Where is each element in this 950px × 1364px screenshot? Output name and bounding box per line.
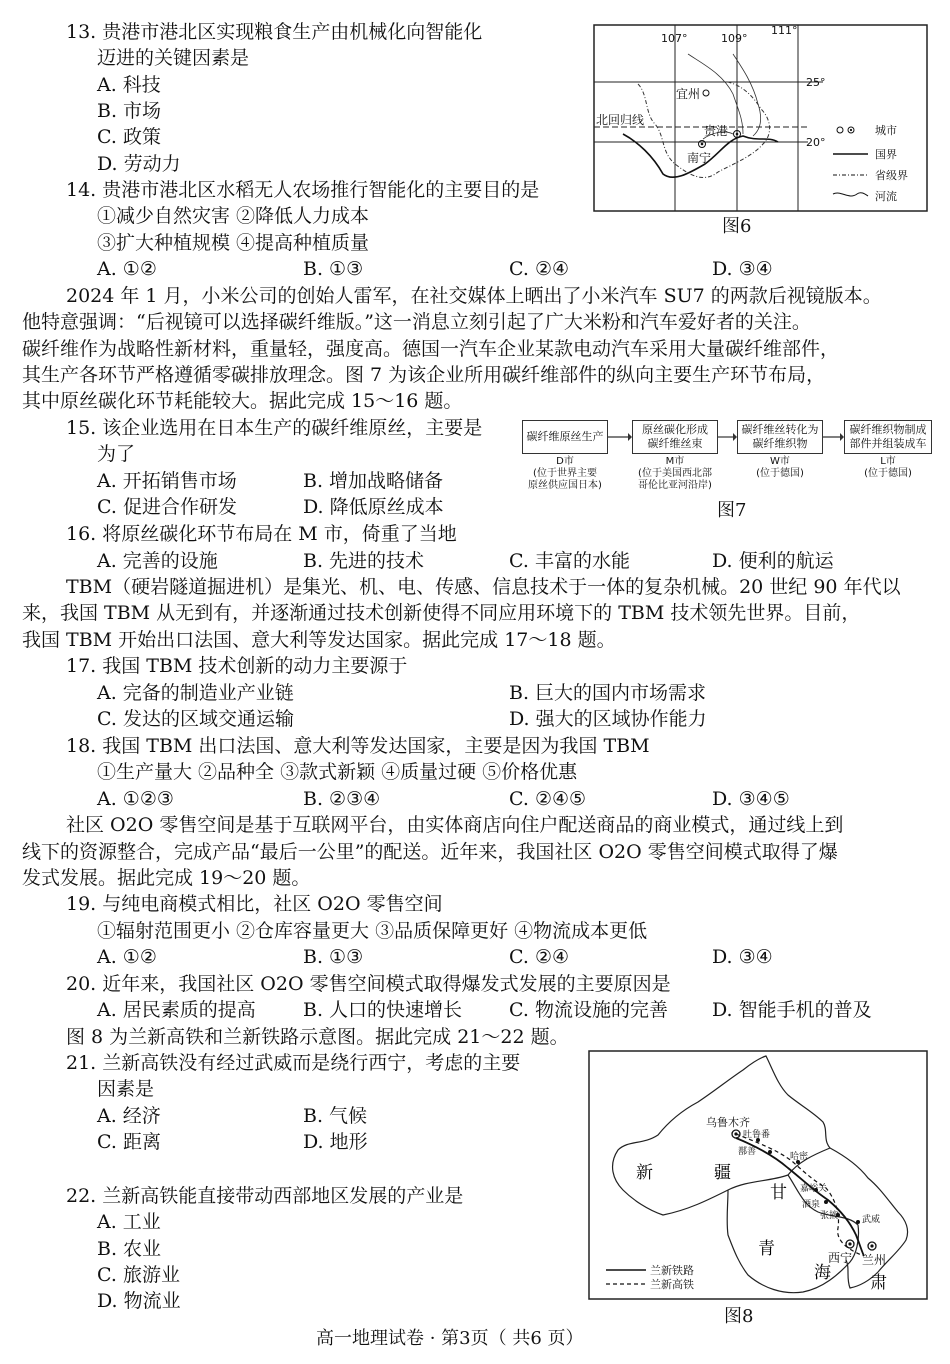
q22-option-d: D. 物流业 bbox=[97, 1290, 181, 1312]
fig8-gan: 甘 bbox=[770, 1183, 787, 1203]
fig8-hai: 海 bbox=[814, 1263, 831, 1283]
fig8-jiuquan: 酒泉 bbox=[802, 1200, 821, 1210]
fig6-legend-river: 河流 bbox=[875, 190, 897, 203]
q13-stem: 13. 贵港市港北区实现粮食生产由机械化向智能化 bbox=[66, 21, 483, 43]
q21-option-b: B. 气候 bbox=[303, 1105, 368, 1127]
q21-stem: 21. 兰新高铁没有经过武威而是绕行西宁，考虑的主要 bbox=[66, 1052, 521, 1074]
fig6-legend-border: 国界 bbox=[875, 148, 897, 161]
q18-option-a: A. ①②③ bbox=[97, 788, 174, 810]
q22-option-b: B. 农业 bbox=[97, 1238, 162, 1260]
q13-option-c: C. 政策 bbox=[97, 126, 161, 148]
fig7-box-2-line1: 原丝碳化形成 bbox=[642, 423, 708, 436]
passage2-line3: 我国 TBM 开始出口法国、意大利等发达国家。据此完成 17～18 题。 bbox=[22, 629, 616, 651]
q13-option-b: B. 市场 bbox=[97, 100, 162, 122]
q20-stem: 20. 近年来，我国社区 O2O 零售空间模式取得爆发式发展的主要原因是 bbox=[66, 973, 671, 995]
fig8-turpan: 吐鲁番 bbox=[743, 1130, 771, 1140]
q17-option-c: C. 发达的区域交通运输 bbox=[97, 708, 294, 730]
q19-option-c: C. ②④ bbox=[509, 946, 570, 968]
q21-stem-cont: 因素是 bbox=[97, 1078, 155, 1100]
figure-7-caption: 图7 bbox=[717, 500, 747, 521]
passage1-line1: 2024 年 1 月，小米公司的创始人雷军，在社交媒体上晒出了小米汽车 SU7 的两款后视镜版本。 bbox=[66, 285, 882, 307]
fig7-city-w bbox=[737, 456, 823, 480]
q18-stem: 18. 我国 TBM 出口法国、意大利等发达国家，主要是因为我国 TBM bbox=[66, 735, 650, 757]
q21-option-c: C. 距离 bbox=[97, 1131, 161, 1153]
page-footer: 高一地理试卷 · 第3页（ 共6 页） bbox=[316, 1328, 584, 1349]
fig8-urumqi: 乌鲁木齐 bbox=[706, 1116, 750, 1129]
fig7-city-l-desc: (位于德国) bbox=[864, 468, 912, 479]
q14-option-b: B. ①③ bbox=[303, 258, 364, 280]
fig7-city-l bbox=[844, 456, 932, 480]
q18-option-b: B. ②③④ bbox=[303, 788, 381, 810]
fig6-city-guigang: 贵港 bbox=[704, 124, 729, 138]
q14-items-2: ③扩大种植规模 ④提高种植质量 bbox=[97, 232, 370, 254]
q14-option-d: D. ③④ bbox=[712, 258, 773, 280]
figure-8-map bbox=[588, 1050, 928, 1300]
fig7-city-d-desc2: 原丝供应国日本) bbox=[528, 480, 602, 491]
q22-option-a: A. 工业 bbox=[97, 1211, 161, 1233]
q15-option-d: D. 降低原丝成本 bbox=[303, 496, 444, 518]
passage1-line5: 其中原丝碳化环节耗能较大。据此完成 15～16 题。 bbox=[22, 390, 463, 412]
fig7-city-d bbox=[518, 456, 612, 492]
fig8-qing: 青 bbox=[758, 1239, 775, 1259]
q22-stem: 22. 兰新高铁能直接带动西部地区发展的产业是 bbox=[66, 1185, 464, 1207]
q15-option-a: A. 开拓销售市场 bbox=[97, 470, 237, 492]
q17-option-a: A. 完备的制造业产业链 bbox=[97, 682, 294, 704]
figure-6-caption: 图6 bbox=[722, 216, 752, 237]
q17-option-b: B. 巨大的国内市场需求 bbox=[509, 682, 707, 704]
passage4-line1: 图 8 为兰新高铁和兰新铁路示意图。据此完成 21～22 题。 bbox=[66, 1026, 569, 1048]
q19-option-d: D. ③④ bbox=[712, 946, 773, 968]
q19-option-b: B. ①③ bbox=[303, 946, 364, 968]
fig7-box-4-line2: 部件并组装成车 bbox=[849, 437, 927, 450]
fig7-city-m-name: M市 bbox=[665, 456, 685, 467]
q20-option-a: A. 居民素质的提高 bbox=[97, 999, 256, 1021]
fig6-lat-20: 20° bbox=[806, 136, 826, 149]
fig6-city-yizhou: 宜州 bbox=[676, 87, 701, 101]
q13-stem-cont: 迈进的关键因素是 bbox=[97, 47, 250, 69]
fig7-city-m-desc2: 哥伦比亚河沿岸) bbox=[638, 480, 712, 491]
fig8-lanzhou: 兰州 bbox=[862, 1253, 887, 1267]
figure-6-map bbox=[593, 24, 928, 214]
fig8-legend-rail: 兰新铁路 bbox=[650, 1264, 694, 1277]
legend-city-icon bbox=[837, 127, 843, 133]
passage3-line2: 线下的资源整合，完成产品“最后一公里”的配送。近年来，我国社区 O2O 零售空间模式取得了爆 bbox=[22, 841, 838, 863]
q18-option-c: C. ②④⑤ bbox=[509, 788, 587, 810]
fig6-city-nanning: 南宁 bbox=[687, 151, 712, 165]
fig6-tropic-label: 北回归线 bbox=[596, 113, 645, 127]
q16-option-d: D. 便利的航运 bbox=[712, 550, 834, 572]
fig8-shanshan: 鄯善 bbox=[738, 1147, 757, 1157]
q15-option-c: C. 促进合作研发 bbox=[97, 496, 237, 518]
q16-option-a: A. 完善的设施 bbox=[97, 550, 218, 572]
fig7-city-l-name: L市 bbox=[880, 456, 896, 467]
q15-option-b: B. 增加战略储备 bbox=[303, 470, 444, 492]
fig7-city-d-desc1: (位于世界主要 bbox=[533, 468, 597, 479]
passage1-line3: 碳纤维作为战略性新材料，重量轻，强度高。德国一汽车企业某款电动汽车采用大量碳纤维部件， bbox=[22, 338, 840, 360]
fig7-box-1-label: 碳纤维原丝生产 bbox=[526, 430, 604, 443]
fig7-city-w-desc: (位于德国) bbox=[756, 468, 804, 479]
fig6-lat-25: 25° bbox=[806, 76, 826, 89]
q22-option-c: C. 旅游业 bbox=[97, 1264, 180, 1286]
q19-option-a: A. ①② bbox=[97, 946, 157, 968]
fig6-lon-109: 109° bbox=[721, 32, 748, 45]
fig7-city-m-desc1: (位于美国西北部 bbox=[638, 468, 712, 479]
q18-items: ①生产量大 ②品种全 ③款式新颖 ④质量过硬 ⑤价格优惠 bbox=[97, 761, 578, 783]
q15-stem: 15. 该企业选用在日本生产的碳纤维原丝，主要是 bbox=[66, 417, 483, 439]
figure-7-flowchart bbox=[522, 418, 934, 494]
fig7-city-m bbox=[626, 456, 724, 492]
q16-option-c: C. 丰富的水能 bbox=[509, 550, 630, 572]
passage1-line4: 其生产各环节严格遵循零碳排放理念。图 7 为该企业所用碳纤维部件的纵向主要生产环节布局， bbox=[22, 364, 826, 386]
fig8-jiayuguan: 嘉峪关 bbox=[800, 1184, 828, 1194]
fig8-xining: 西宁 bbox=[828, 1251, 853, 1265]
q20-option-d: D. 智能手机的普及 bbox=[712, 999, 872, 1021]
q21-option-d: D. 地形 bbox=[303, 1131, 368, 1153]
q17-stem: 17. 我国 TBM 技术创新的动力主要源于 bbox=[66, 655, 408, 677]
fig8-xin: 新 bbox=[636, 1163, 653, 1183]
q17-option-d: D. 强大的区域协作能力 bbox=[509, 708, 707, 730]
fig7-box-2-line2: 碳纤维丝束 bbox=[647, 437, 703, 450]
q13-option-a: A. 科技 bbox=[97, 74, 161, 96]
q16-option-b: B. 先进的技术 bbox=[303, 550, 425, 572]
passage3-line3: 发式发展。据此完成 19～20 题。 bbox=[22, 867, 311, 889]
q16-stem: 16. 将原丝碳化环节布局在 M 市，倚重了当地 bbox=[66, 523, 457, 545]
q14-option-c: C. ②④ bbox=[509, 258, 570, 280]
fig8-su: 肃 bbox=[870, 1273, 887, 1293]
fig7-box-3-line1: 碳纤维丝转化为 bbox=[741, 423, 819, 436]
fig7-box-4-line1: 碳纤维织物制成 bbox=[849, 423, 927, 436]
passage1-line2: 他特意强调：“后视镜可以选择碳纤维版。”这一消息立刻引起了广大米粉和汽车爱好者的关注。 bbox=[22, 311, 811, 333]
q15-stem-cont: 为了 bbox=[97, 443, 136, 465]
q20-option-c: C. 物流设施的完善 bbox=[509, 999, 668, 1021]
fig6-legend-city: 城市 bbox=[875, 124, 897, 137]
fig6-legend-province: 省级界 bbox=[875, 169, 908, 182]
q14-items-1: ①减少自然灾害 ②降低人力成本 bbox=[97, 205, 370, 227]
fig8-jiang: 疆 bbox=[714, 1163, 731, 1183]
q20-option-b: B. 人口的快速增长 bbox=[303, 999, 463, 1021]
fig7-city-d-name: D市 bbox=[556, 456, 574, 467]
legend-river-icon bbox=[833, 193, 868, 196]
q19-stem: 19. 与纯电商模式相比，社区 O2O 零售空间 bbox=[66, 893, 443, 915]
passage2-line2: 来，我国 TBM 从无到有，并逐渐通过技术创新使得不同应用环境下的 TBM 技术领先世界。目前， bbox=[22, 602, 861, 624]
q18-option-d: D. ③④⑤ bbox=[712, 788, 790, 810]
fig7-city-w-name: W市 bbox=[770, 456, 790, 467]
fig6-lon-111: 111° bbox=[771, 24, 798, 37]
q19-items: ①辐射范围更小 ②仓库容量更大 ③品质保障更好 ④物流成本更低 bbox=[97, 920, 648, 942]
fig8-zhangye: 张掖 bbox=[820, 1211, 839, 1221]
q13-option-d: D. 劳动力 bbox=[97, 153, 181, 175]
passage3-line1: 社区 O2O 零售空间是基于互联网平台，由实体商店向住户配送商品的商业模式，通过线上到 bbox=[66, 814, 844, 836]
fig8-legend-hsr: 兰新高铁 bbox=[650, 1278, 694, 1291]
figure-8-caption: 图8 bbox=[724, 1306, 754, 1327]
fig8-wuwei: 武威 bbox=[862, 1215, 881, 1225]
passage2-line1: TBM（硬岩隧道掘进机）是集光、机、电、传感、信息技术于一体的复杂机械。20 世纪 90 年代以 bbox=[66, 576, 901, 598]
fig7-box-3-line2: 碳纤维织物 bbox=[752, 437, 808, 450]
fig8-hami: 哈密 bbox=[790, 1152, 809, 1162]
q21-option-a: A. 经济 bbox=[97, 1105, 161, 1127]
fig6-lon-107: 107° bbox=[661, 32, 688, 45]
q14-stem: 14. 贵港市港北区水稻无人农场推行智能化的主要目的是 bbox=[66, 179, 540, 201]
q14-option-a: A. ①② bbox=[97, 258, 157, 280]
